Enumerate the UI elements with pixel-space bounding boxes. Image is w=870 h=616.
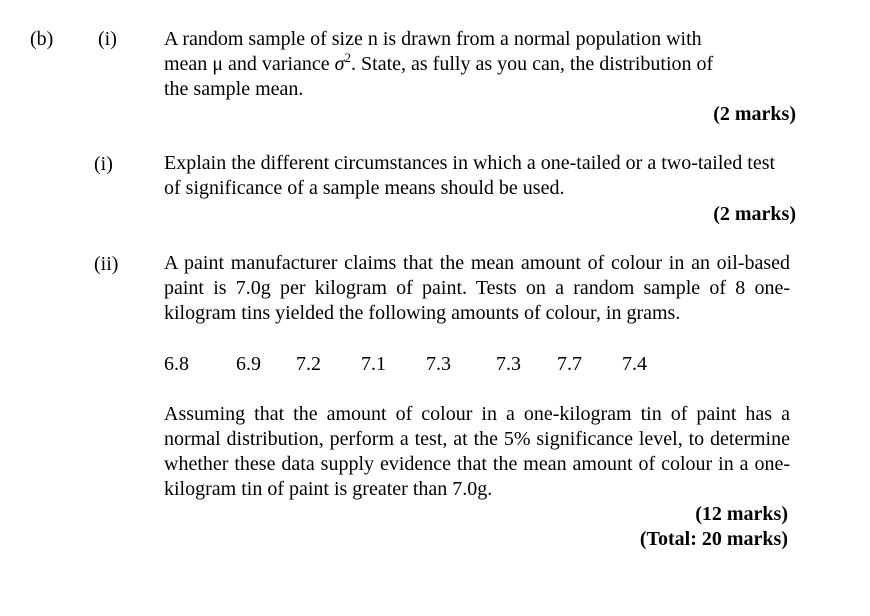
data-value: 6.9: [236, 353, 261, 375]
q3-marks: (12 marks): [695, 503, 788, 525]
q2-marks: (2 marks): [713, 203, 796, 225]
part-label: (b): [30, 28, 54, 50]
data-value: 6.8: [164, 353, 189, 375]
q1-line-1: A random sample of size n is drawn from a normal population with: [164, 28, 702, 50]
q1-line-2: [164, 52, 713, 76]
q2-text: Explain the different circumstances in which a one-tailed or a two-tailed test of significance of a sample means should be used.: [164, 152, 776, 199]
sigma-symbol: σ: [334, 53, 345, 75]
q1-line-3: the sample mean.: [164, 78, 304, 100]
q3-task: Assuming that the amount of colour in a one-kilogram tin of paint has a normal distribution, perform a test, at the 5% significance level, to determine whether these data supply evidence that the mean amount of colour in a one-kilogram tin of paint is greater than 7.0g.: [164, 403, 790, 500]
q1-line-2-post: . State, as fully as you can, the distribution of: [351, 53, 714, 75]
data-value: 7.2: [296, 353, 321, 375]
data-value: 7.1: [361, 353, 386, 375]
q3-label: (ii): [94, 253, 119, 275]
data-value: 7.4: [622, 353, 647, 375]
q1-marks: (2 marks): [713, 103, 796, 125]
q3-intro: A paint manufacturer claims that the mean amount of colour in an oil-based paint is 7.0g per kilogram of paint. Tests on a random sample of 8 one-kilogram tins yielded the following amounts of colour, in grams.: [164, 252, 790, 324]
sigma-exponent: 2: [344, 50, 352, 65]
data-value: 7.7: [557, 353, 582, 375]
q2-label: (i): [94, 153, 113, 175]
q1-label: (i): [98, 28, 117, 50]
data-value: 7.3: [426, 353, 451, 375]
data-value: 7.3: [496, 353, 521, 375]
total-marks: (Total: 20 marks): [639, 528, 788, 550]
q1-line-2-pre: mean μ and variance: [164, 53, 335, 75]
